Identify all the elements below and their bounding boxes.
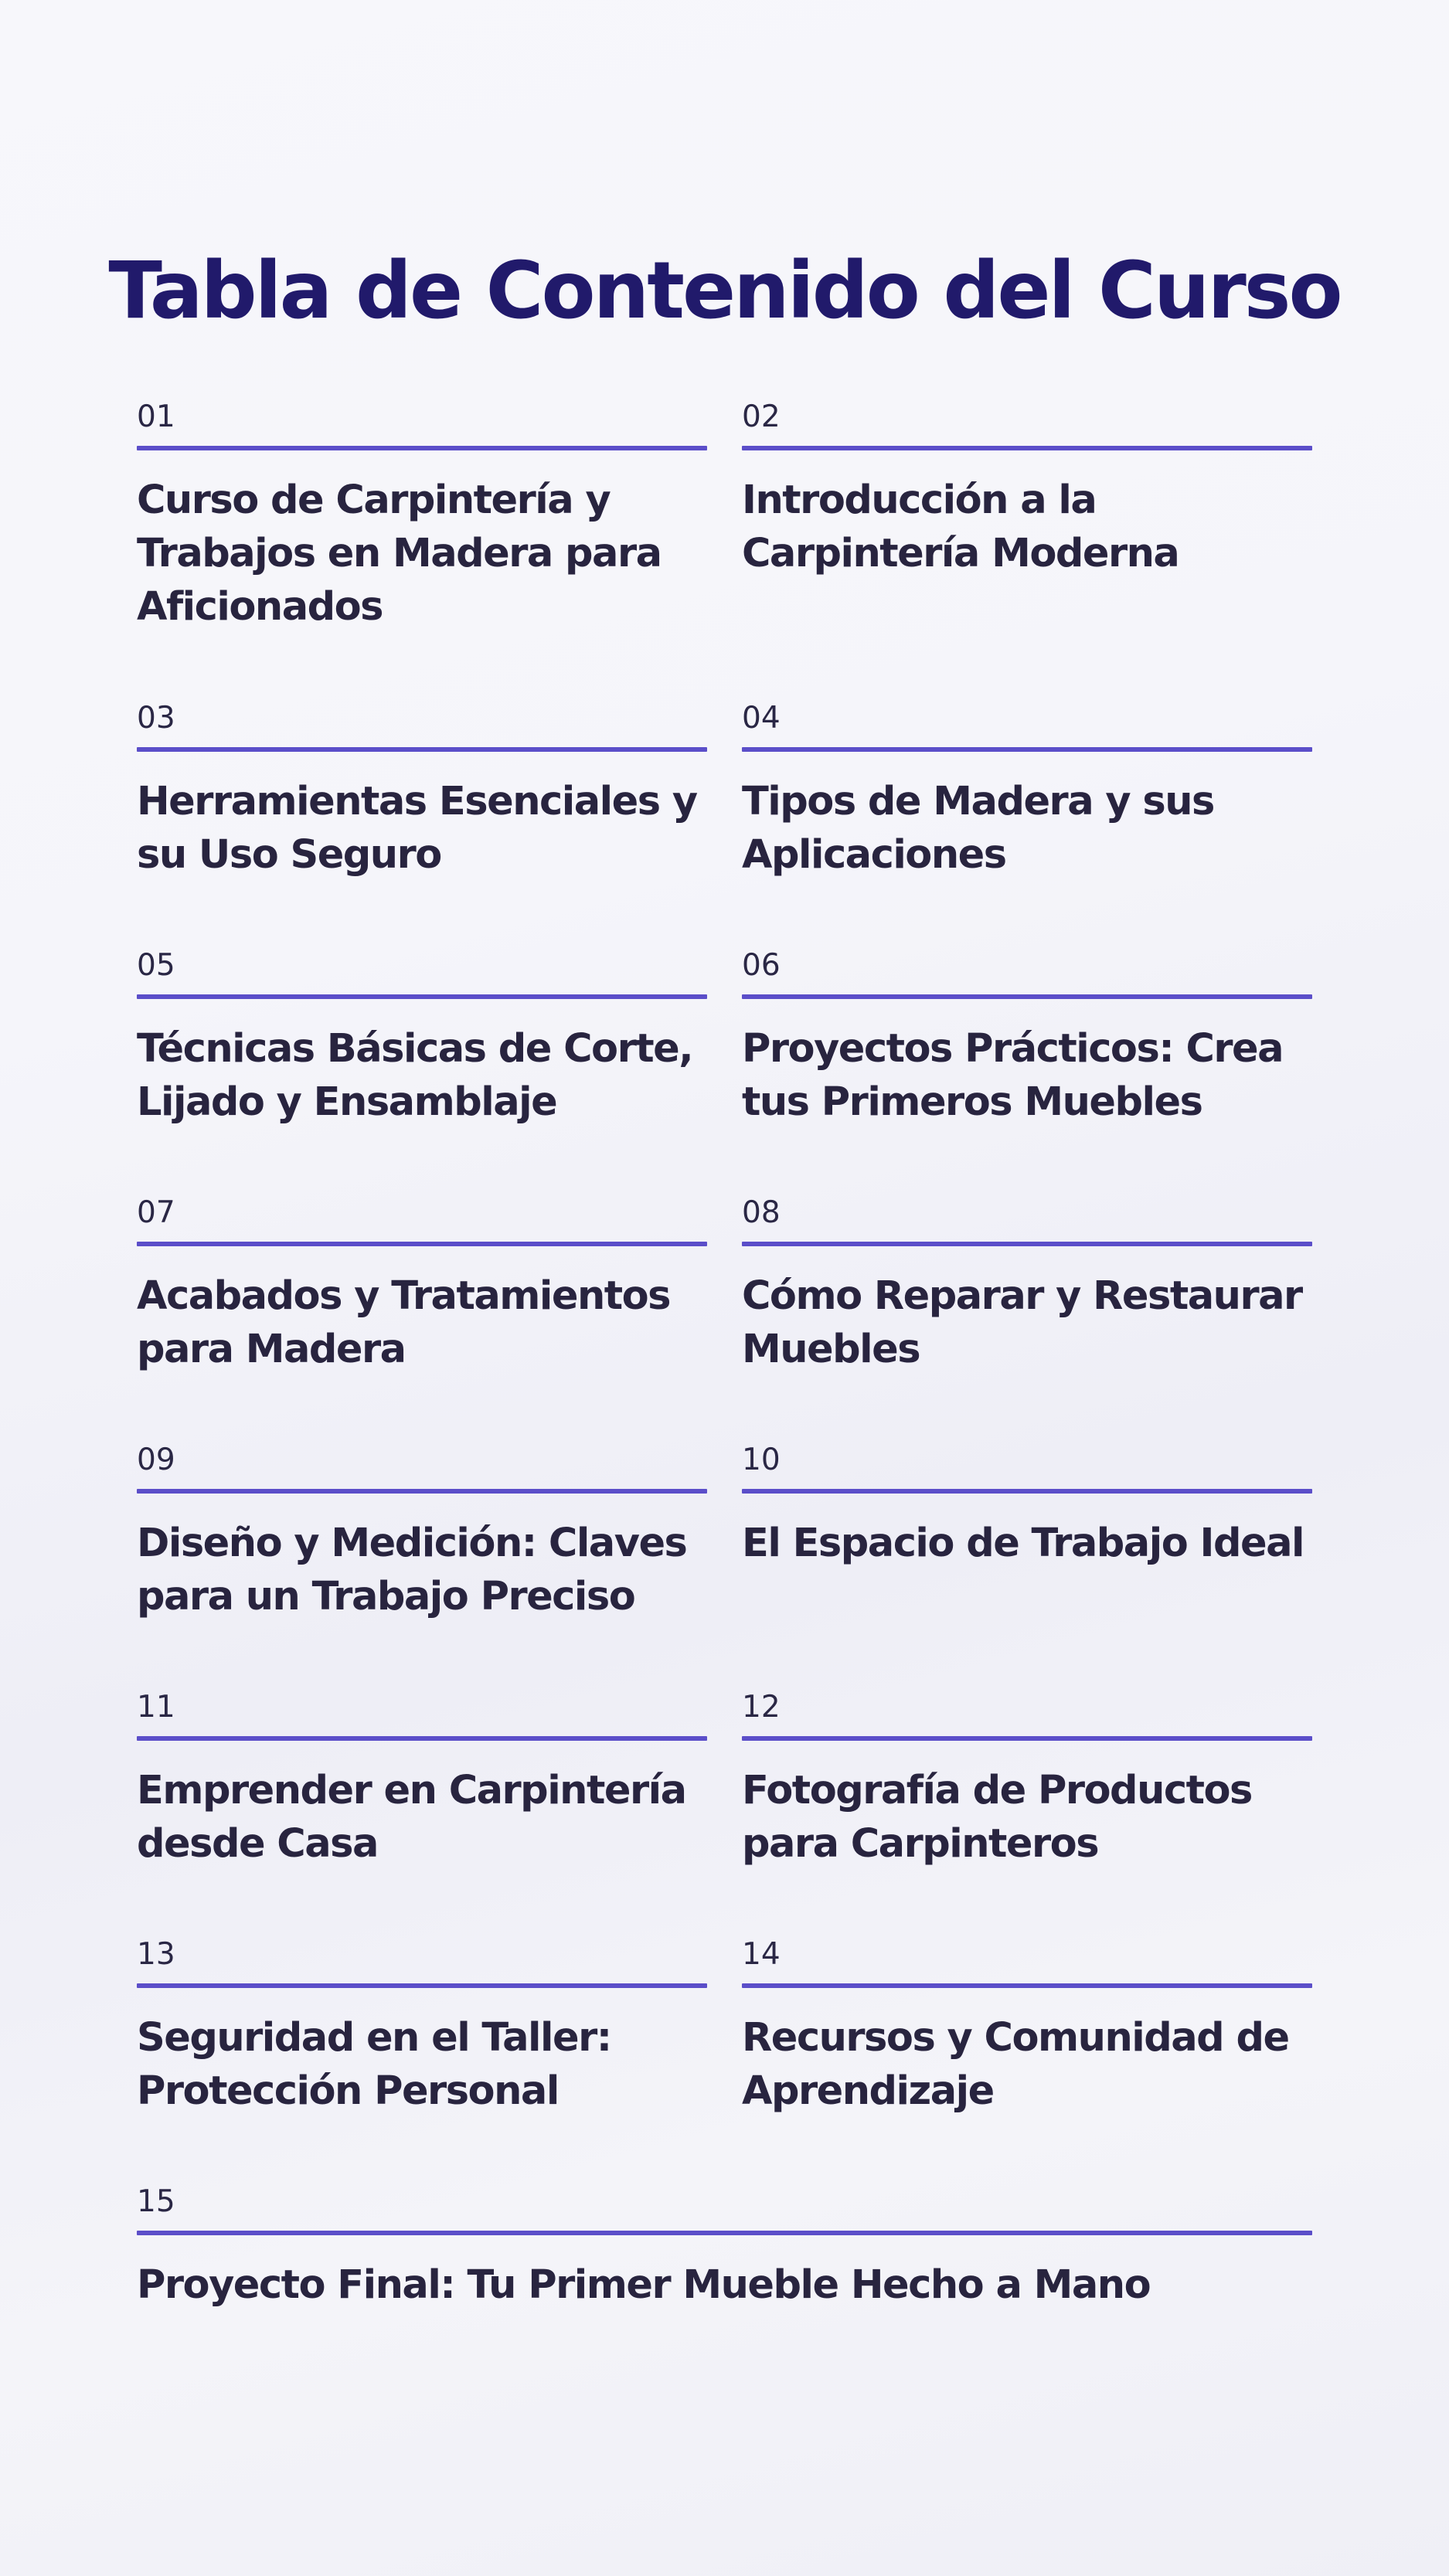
toc-item-title: Proyectos Prácticos: Crea tus Primeros Muebles (742, 1026, 1284, 1125)
toc-item-number: 05 (137, 948, 175, 983)
toc-item-divider (137, 446, 707, 450)
toc-item-number: 02 (742, 399, 781, 434)
toc-item-divider (742, 747, 1312, 752)
toc-item (137, 394, 707, 695)
toc-item (137, 943, 707, 1190)
toc-item (137, 2179, 1312, 2312)
toc-item-divider (742, 1736, 1312, 1741)
toc-item (742, 1190, 1312, 1437)
toc-item-number: 06 (742, 948, 781, 983)
toc-item-title: Seguridad en el Taller: Protección Personal (137, 2015, 611, 2114)
toc-item-title: El Espacio de Trabajo Ideal (742, 1521, 1304, 1566)
toc-item (137, 1932, 707, 2179)
toc-item (742, 394, 1312, 695)
toc-item-title: Fotografía de Productos para Carpinteros (742, 1768, 1252, 1867)
toc-item-divider (742, 1983, 1312, 1988)
toc-item-divider (137, 2231, 1312, 2235)
toc-item-title: Diseño y Medición: Claves para un Trabajo Preciso (137, 1521, 687, 1619)
toc-item-title: Emprender en Carpintería desde Casa (137, 1768, 686, 1867)
toc-item (742, 1684, 1312, 1932)
toc-item-divider (742, 1242, 1312, 1246)
page-title: Tabla de Contenido del Curso (108, 245, 1341, 337)
toc-item (742, 943, 1312, 1190)
toc-item-number: 14 (742, 1937, 781, 1972)
toc-item-divider (137, 994, 707, 999)
toc-item (742, 695, 1312, 943)
toc-item-divider (742, 446, 1312, 450)
toc-item-number: 12 (742, 1690, 781, 1725)
toc-item-title: Recursos y Comunidad de Aprendizaje (742, 2015, 1289, 2114)
toc-item-title: Curso de Carpintería y Trabajos en Madera para Aficionados (137, 477, 662, 630)
toc-item-number: 13 (137, 1937, 175, 1972)
toc-item-divider (137, 1489, 707, 1494)
toc-item (137, 695, 707, 943)
toc-item-number: 03 (137, 701, 175, 736)
toc-item-number: 10 (742, 1443, 781, 1477)
toc-item-number: 15 (137, 2184, 175, 2219)
toc-item-title: Técnicas Básicas de Corte, Lijado y Ensamblaje (137, 1026, 693, 1125)
toc-item-number: 11 (137, 1690, 175, 1725)
toc-item-divider (742, 994, 1312, 999)
toc-item-number: 09 (137, 1443, 175, 1477)
toc-item (742, 1932, 1312, 2179)
toc-item (137, 1437, 707, 1684)
toc-item-divider (137, 1242, 707, 1246)
toc-item-number: 08 (742, 1195, 781, 1230)
toc-item-title: Proyecto Final: Tu Primer Mueble Hecho a Mano (137, 2262, 1151, 2308)
toc-item-title: Introducción a la Carpintería Moderna (742, 477, 1179, 576)
toc-item (137, 1190, 707, 1437)
toc-grid (137, 394, 1312, 2312)
toc-item-title: Tipos de Madera y sus Aplicaciones (742, 779, 1214, 878)
toc-item-divider (137, 747, 707, 752)
toc-item-number: 07 (137, 1195, 175, 1230)
toc-item-number: 01 (137, 399, 175, 434)
toc-item-divider (742, 1489, 1312, 1494)
toc-item-title: Cómo Reparar y Restaurar Muebles (742, 1273, 1302, 1372)
toc-item-divider (137, 1983, 707, 1988)
toc-item (137, 1684, 707, 1932)
toc-item-title: Acabados y Tratamientos para Madera (137, 1273, 671, 1372)
toc-item-divider (137, 1736, 707, 1741)
toc-item-number: 04 (742, 701, 781, 736)
toc-item (742, 1437, 1312, 1684)
toc-item-title: Herramientas Esenciales y su Uso Seguro (137, 779, 697, 878)
